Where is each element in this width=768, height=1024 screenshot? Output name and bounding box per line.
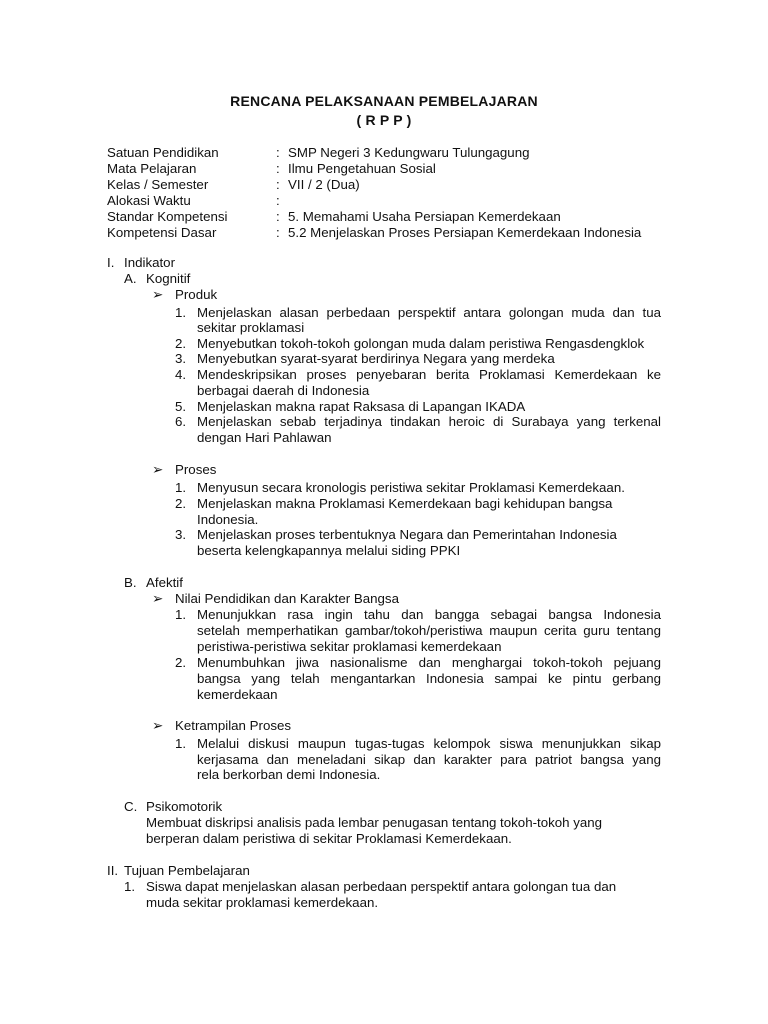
item-number: 5. [175,399,187,414]
item-line: setelah memperhatikan gambar/tokoh/peristiwa maupun cerita guru tentang [197,623,661,638]
document-subtitle: ( R P P ) [356,112,412,128]
section-marker: I. [107,255,115,270]
item-line: Menyebutkan tokoh-tokoh golongan muda dalam peristiwa Rengasdengklok [197,336,645,351]
identity-label: Satuan Pendidikan [107,145,219,160]
item-line: Menjelaskan sebab terjadinya tindakan heroic di Surabaya yang terkenal [197,414,661,429]
arrow-bullet-icon: ➢ [152,718,164,733]
subsection-title-psikomotorik: Psikomotorik [146,799,223,814]
identity-value: 5. Memahami Usaha Persiapan Kemerdekaan [288,209,561,224]
heading-proses: Proses [175,462,217,477]
subsection-marker: B. [124,575,137,590]
identity-value: SMP Negeri 3 Kedungwaru Tulungagung [288,145,530,160]
heading-produk: Produk [175,287,218,302]
item-number: 1. [175,305,187,320]
item-number: 2. [175,336,187,351]
item-line: Mendeskripsikan proses penyebaran berita Proklamasi Kemerdekaan ke [197,367,661,382]
identity-value: Ilmu Pengetahuan Sosial [288,161,436,176]
identity-label: Kelas / Semester [107,177,209,192]
item-line: Menyebutkan syarat-syarat berdirinya Negara yang merdeka [197,351,555,366]
item-line: Indonesia. [197,512,259,527]
item-line: Menjelaskan alasan perbedaan perspektif antara golongan muda dan tua [197,305,661,320]
identity-label: Standar Kompetensi [107,209,228,224]
item-number: 6. [175,414,187,429]
item-line: peristiwa-peristiwa sekitar proklamasi kemerdekaan [197,639,502,654]
item-line: Menjelaskan makna rapat Raksasa di Lapangan IKADA [197,399,526,414]
item-number: 1. [175,607,187,622]
identity-colon: : [276,225,280,240]
item-line: rela berkorban demi Indonesia. [197,767,381,782]
heading-ketrampilan-proses: Ketrampilan Proses [175,718,292,733]
item-line: Menumbuhkan jiwa nasionalisme dan menghargai tokoh-tokoh pejuang [197,655,661,670]
item-line: bangsa yang telah mengantarkan Indonesia sampai ke pintu gerbang [197,671,661,686]
subsection-title-kognitif: Kognitif [146,271,191,286]
subsection-marker: C. [124,799,138,814]
item-number: 4. [175,367,187,382]
item-line: dengan Hari Pahlawan [197,430,332,445]
item-line: beserta kelengkapannya melalui siding PPKI [197,543,461,558]
item-number: 1. [124,879,136,894]
paragraph-line: berperan dalam peristiwa di sekitar Proklamasi Kemerdekaan. [146,831,512,846]
identity-colon: : [276,177,280,192]
identity-colon: : [276,193,280,208]
arrow-bullet-icon: ➢ [152,287,164,302]
arrow-bullet-icon: ➢ [152,591,164,606]
identity-colon: : [276,145,280,160]
item-line: muda sekitar proklamasi kemerdekaan. [146,895,379,910]
item-line: Melalui diskusi maupun tugas-tugas kelompok siswa menunjukkan sikap [197,736,661,751]
identity-label: Kompetensi Dasar [107,225,217,240]
item-number: 3. [175,527,187,542]
identity-value: VII / 2 (Dua) [288,177,360,192]
identity-label: Alokasi Waktu [107,193,191,208]
item-number: 2. [175,496,187,511]
section-marker: II. [107,863,119,878]
identity-colon: : [276,161,280,176]
arrow-bullet-icon: ➢ [152,462,164,477]
item-line: Siswa dapat menjelaskan alasan perbedaan perspektif antara golongan tua dan [146,879,617,894]
identity-value: 5.2 Menjelaskan Proses Persiapan Kemerdekaan Indonesia [288,225,642,240]
item-line: kemerdekaan [197,687,278,702]
item-line: Menunjukkan rasa ingin tahu dan bangga sebagai bangsa Indonesia [197,607,661,622]
subsection-marker: A. [124,271,137,286]
identity-label: Mata Pelajaran [107,161,197,176]
section-title-tujuan: Tujuan Pembelajaran [124,863,250,878]
document-title: RENCANA PELAKSANAAN PEMBELAJARAN [230,93,538,109]
subsection-title-afektif: Afektif [146,575,183,590]
item-line: Menyusun secara kronologis peristiwa sekitar Proklamasi Kemerdekaan. [197,480,625,495]
paragraph-line: Membuat diskripsi analisis pada lembar penugasan tentang tokoh-tokoh yang [146,815,603,830]
item-line: kerjasama dan meneladani sikap dan karakter para patriot bangsa yang [197,752,661,767]
item-number: 3. [175,351,187,366]
item-line: Menjelaskan proses terbentuknya Negara dan Pemerintahan Indonesia [197,527,617,542]
item-line: sekitar proklamasi [197,320,305,335]
heading-nilai-pendidikan: Nilai Pendidikan dan Karakter Bangsa [175,591,399,606]
item-line: berbagai daerah di Indonesia [197,383,370,398]
item-number: 2. [175,655,187,670]
item-line: Menjelaskan makna Proklamasi Kemerdekaan bagi kehidupan bangsa [197,496,613,511]
item-number: 1. [175,480,187,495]
item-number: 1. [175,736,187,751]
section-title-indikator: Indikator [124,255,175,270]
identity-colon: : [276,209,280,224]
